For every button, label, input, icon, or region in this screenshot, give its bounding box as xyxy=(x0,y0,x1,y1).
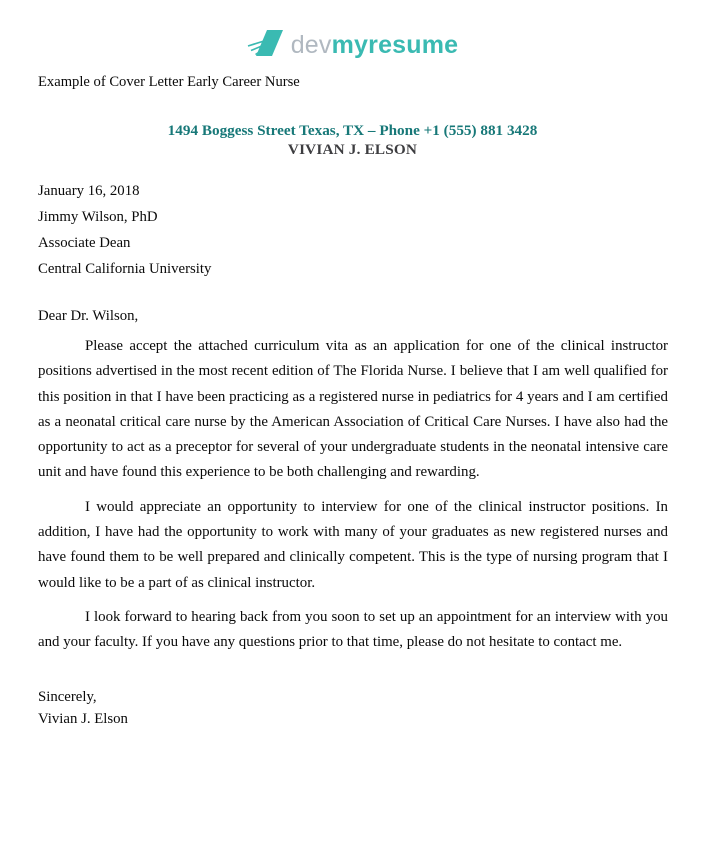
recipient-block xyxy=(38,178,211,282)
recipient-organization: Central California University xyxy=(38,261,212,277)
letter-paragraph-1: Please accept the attached curriculum vita as an application for one of the clinical instructor positions advertised in the most recent edition of The Florida Nurse. I believe that I am well qualified for this position in that I have been practicing as a registered nurse in pediatrics for 4 years and I am certified as a neonatal critical care nurse by the American Association of Critical Care Nurses. I have also had the opportunity to act as a preceptor for several of your undergraduate students in the neonatal intensive care unit and have found this experience to be both challenging and rewarding. xyxy=(38,338,668,481)
closing-block xyxy=(38,687,128,730)
letter-date: January 16, 2018 xyxy=(38,183,140,199)
recipient-name: Jimmy Wilson, PhD xyxy=(38,209,158,225)
devmyresume-logo xyxy=(0,27,705,63)
letter-body xyxy=(38,334,668,665)
sender-name-header: VIVIAN J. ELSON xyxy=(287,141,418,158)
logo-text-myresume: myresume xyxy=(331,31,459,59)
signature: Vivian J. Elson xyxy=(38,710,128,727)
salutation: Dear Dr. Wilson, xyxy=(38,308,139,324)
contact-line: 1494 Boggess Street Texas, TX – Phone +1 (555) 881 3428 xyxy=(167,122,538,139)
letter-paragraph-2: I would appreciate an opportunity to interview for one of the clinical instructor positions. In addition, I have had the opportunity to work with many of your graduates as new registered nurses and have found them to be well prepared and clinically competent. This is the type of nursing program that I would like to be a part of as clinical instructor. xyxy=(38,498,668,591)
devmyresume-logo-icon xyxy=(247,29,287,63)
logo-wordmark xyxy=(291,28,459,62)
recipient-title: Associate Dean xyxy=(38,235,131,251)
closing: Sincerely, xyxy=(38,689,97,705)
logo-text-dev: dev xyxy=(290,31,332,59)
letter-paragraph-3: I look forward to hearing back from you soon to set up an appointment for an interview with you and your faculty. If you have any questions prior to that time, please do not hesitate to contact me. xyxy=(38,608,668,651)
page-caption: Example of Cover Letter Early Career Nurse xyxy=(38,74,300,90)
